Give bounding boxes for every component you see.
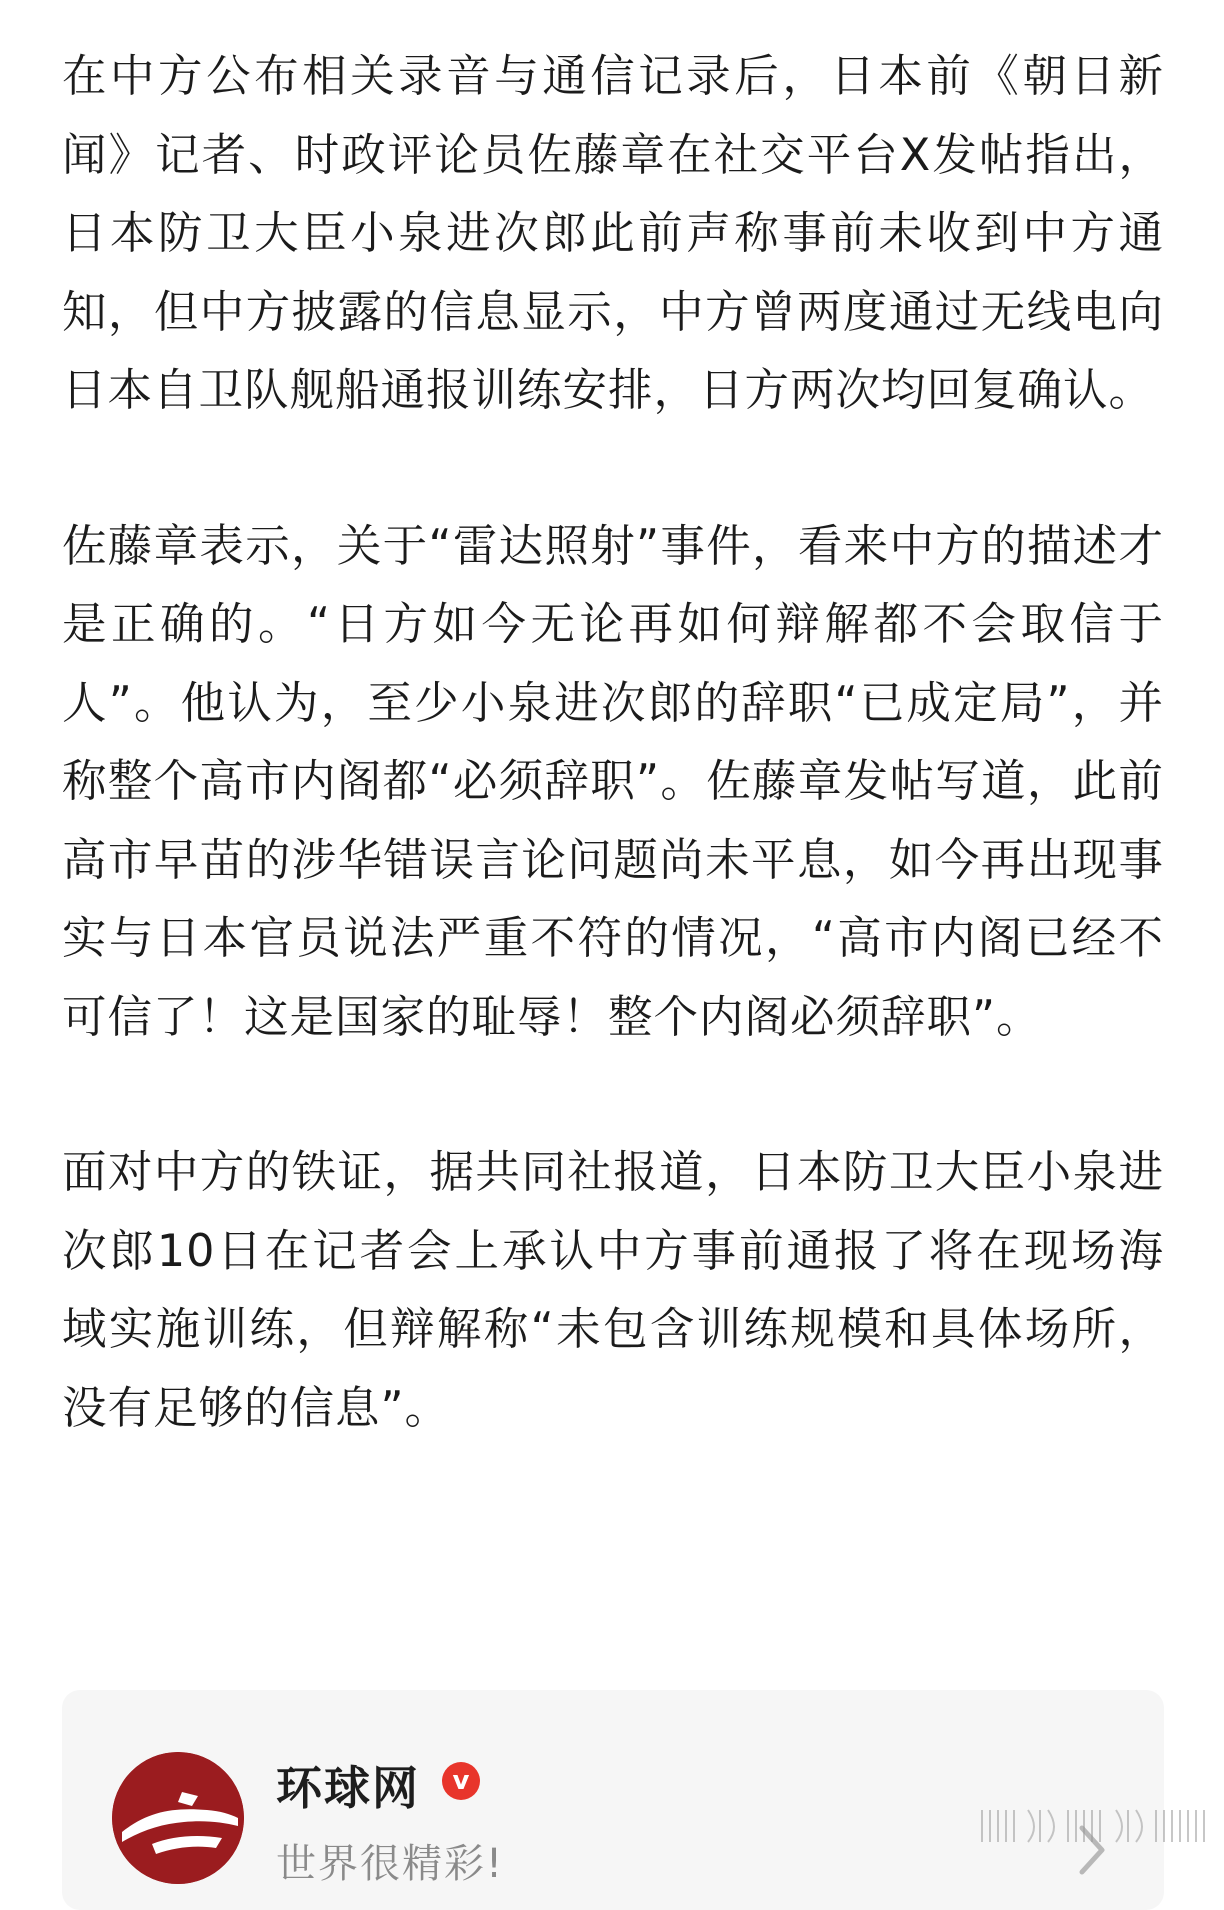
source-account-card[interactable] <box>62 1690 1164 1910</box>
article-paragraph-3: 面对中方的铁证，据共同社报道，日本防卫大臣小泉进次郎10日在记者会上承认中方事前通报了将在现场海域实施训练，但辩解称“未包含训练规模和具体场所，没有足够的信息”。 <box>62 1147 1164 1434</box>
article-paragraph-2: 佐藤章表示，关于“雷达照射”事件，看来中方的描述才是正确的。“日方如今无论再如何辩解都不会取信于人”。他认为，至少小泉进次郎的辞职“已成定局”，并称整个高市内阁都“必须辞职”。佐藤章发帖写道，此前高市早苗的涉华错误言论问题尚未平息，如今再出现事实与日本官员说法严重不符的情况，“高市内阁已经不可信了！这是国家的耻辱！整个内阁必须辞职”。 <box>62 520 1164 1043</box>
verified-badge-icon: v <box>442 1762 480 1800</box>
article-paragraph-1: 在中方公布相关录音与通信记录后，日本前《朝日新闻》记者、时政评论员佐藤章在社交平台X发帖指出，日本防卫大臣小泉进次郎此前声称事前未收到中方通知，但中方披露的信息显示，中方曾两度通过无线电向日本自卫队舰船通报训练安排，日方两次均回复确认。 <box>62 51 1164 416</box>
source-name: 环球网 <box>276 1761 420 1815</box>
article-body <box>62 38 1164 1448</box>
huanqiu-logo-icon <box>112 1752 244 1884</box>
source-tagline: 世界很精彩! <box>276 1841 505 1887</box>
watermark-decoration <box>978 1802 1210 1846</box>
